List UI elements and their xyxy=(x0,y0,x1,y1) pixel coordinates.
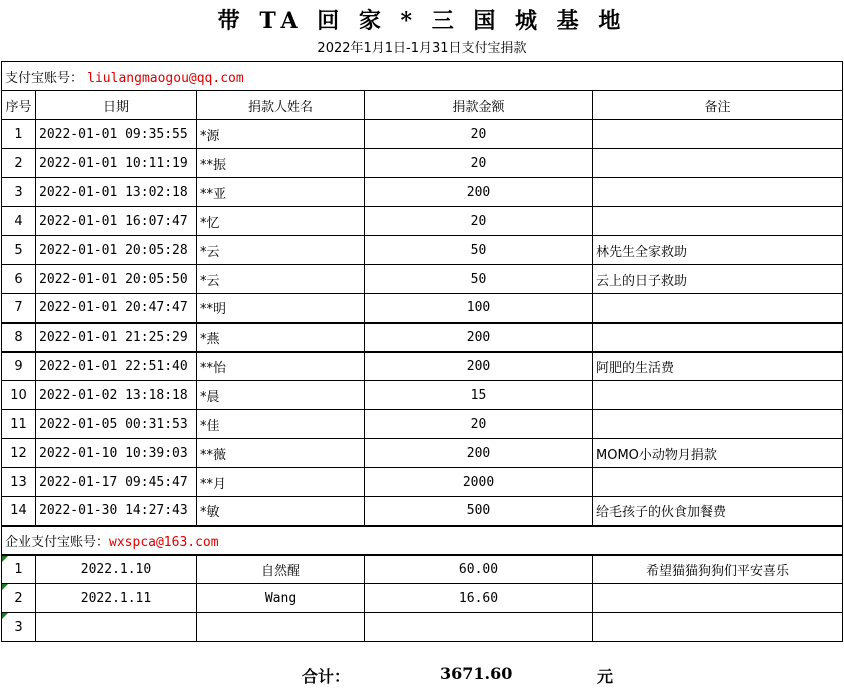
cell-amount xyxy=(365,410,593,439)
name-text: **怡 xyxy=(200,360,227,376)
cell-note xyxy=(593,497,843,526)
comment-marker-icon xyxy=(2,613,8,619)
cell-date xyxy=(36,120,197,149)
cell-name xyxy=(197,120,365,149)
cell-name xyxy=(197,178,365,207)
comment-marker-icon xyxy=(2,584,8,590)
table-row xyxy=(2,294,843,323)
cell-index xyxy=(2,497,36,526)
date-text: 2022.1.11 xyxy=(80,590,152,606)
name-text: *源 xyxy=(200,128,220,144)
amount-text: 60.00 xyxy=(458,561,499,577)
table-row xyxy=(2,381,843,410)
cell-amount xyxy=(365,352,593,381)
date-text: 2022-01-01 10:11:19 xyxy=(39,155,188,171)
amount-text: 200 xyxy=(466,445,491,461)
name-text: *晨 xyxy=(200,389,220,405)
amount-text: 20 xyxy=(470,416,487,432)
index-text: 13 xyxy=(10,474,27,490)
cell-name xyxy=(197,439,365,468)
amount-text: 200 xyxy=(466,329,491,345)
note-text: 给毛孩子的伙食加餐费 xyxy=(596,505,727,521)
cell-amount xyxy=(365,265,593,294)
table-row xyxy=(2,178,843,207)
index-text: 14 xyxy=(10,503,27,519)
cell-amount xyxy=(365,497,593,526)
note-text: 林先生全家救助 xyxy=(596,244,688,260)
table-row xyxy=(2,265,843,294)
index-text: 1 xyxy=(14,126,23,142)
cell-amount xyxy=(365,584,593,613)
index-text: 3 xyxy=(14,184,23,200)
account-value: liulangmaogou@qq.com xyxy=(87,70,244,86)
cell-date xyxy=(36,352,197,381)
cell-note xyxy=(593,120,843,149)
cell-index xyxy=(2,323,36,352)
cell-amount xyxy=(365,323,593,352)
index-text: 4 xyxy=(14,213,23,229)
total-label: 合计： xyxy=(302,667,351,686)
name-text: *敏 xyxy=(200,505,220,521)
table-row xyxy=(2,497,843,526)
date-text: 2022-01-01 09:35:55 xyxy=(39,126,188,142)
amount-text: 2000 xyxy=(462,474,495,490)
cell-amount xyxy=(365,207,593,236)
cell-date xyxy=(36,497,197,526)
date-text: 2022-01-01 20:05:50 xyxy=(39,271,188,287)
header-row xyxy=(2,91,843,120)
cell-date xyxy=(36,323,197,352)
cell-date xyxy=(36,178,197,207)
name-text: *燕 xyxy=(200,331,220,347)
index-text: 10 xyxy=(10,387,27,403)
cell-name xyxy=(197,294,365,323)
cell-index xyxy=(2,265,36,294)
name-text: 自然醒 xyxy=(260,563,300,579)
name-text: *云 xyxy=(200,273,220,289)
table-row xyxy=(2,207,843,236)
cell-index xyxy=(2,120,36,149)
amount-text: 20 xyxy=(470,126,487,142)
name-text: **月 xyxy=(200,476,227,492)
amount-text: 50 xyxy=(470,242,487,258)
table-row xyxy=(2,149,843,178)
index-text: 8 xyxy=(14,329,23,345)
cell-date xyxy=(36,265,197,294)
cell-date xyxy=(36,584,197,613)
name-text: **振 xyxy=(200,157,227,173)
cell-amount xyxy=(365,149,593,178)
cell-amount xyxy=(365,613,593,642)
cell-date xyxy=(36,555,197,584)
date-text: 2022-01-02 13:18:18 xyxy=(39,387,188,403)
name-text: *云 xyxy=(200,244,220,260)
cell-date xyxy=(36,149,197,178)
cell-amount xyxy=(365,555,593,584)
table-row xyxy=(2,584,843,613)
cell-note xyxy=(593,410,843,439)
page-subtitle: 2022年1月1日-1月31日支付宝捐款 xyxy=(317,41,527,56)
account-row xyxy=(2,62,843,91)
date-text: 2022-01-30 14:27:43 xyxy=(39,503,188,519)
index-text: 2 xyxy=(14,155,23,171)
cell-date xyxy=(36,236,197,265)
cell-note xyxy=(593,555,843,584)
cell-index xyxy=(2,439,36,468)
cell-amount xyxy=(365,439,593,468)
cell-index xyxy=(2,149,36,178)
table-row xyxy=(2,410,843,439)
amount-text: 500 xyxy=(466,503,491,519)
note-text: 阿肥的生活费 xyxy=(596,360,675,376)
col-header-index: 序号 xyxy=(2,91,36,120)
table-row xyxy=(2,236,843,265)
cell-index xyxy=(2,555,36,584)
cell-name xyxy=(197,613,365,642)
cell-name xyxy=(197,497,365,526)
donation-table xyxy=(1,61,843,642)
cell-amount xyxy=(365,294,593,323)
cell-amount xyxy=(365,236,593,265)
account-label: 企业支付宝账号： xyxy=(5,534,110,550)
cell-note xyxy=(593,149,843,178)
note-text: MOMO小动物月捐款 xyxy=(596,447,717,463)
cell-note xyxy=(593,468,843,497)
cell-name xyxy=(197,149,365,178)
cell-index xyxy=(2,584,36,613)
cell-date xyxy=(36,381,197,410)
cell-index xyxy=(2,352,36,381)
cell-note xyxy=(593,613,843,642)
cell-name xyxy=(197,265,365,294)
table-row xyxy=(2,468,843,497)
account-label: 支付宝账号： xyxy=(5,70,84,86)
index-text: 5 xyxy=(14,242,23,258)
cell-note xyxy=(593,207,843,236)
index-text: 3 xyxy=(14,619,23,635)
cell-note xyxy=(593,236,843,265)
table-row xyxy=(2,323,843,352)
index-text: 12 xyxy=(10,445,27,461)
total-unit: 元 xyxy=(597,667,614,686)
cell-note xyxy=(593,352,843,381)
name-text: *忆 xyxy=(200,215,220,231)
date-text: 2022-01-01 16:07:47 xyxy=(39,213,188,229)
page-title: 带 TA 回 家 * 三 国 城 基 地 xyxy=(217,8,627,34)
date-text: 2022-01-17 09:45:47 xyxy=(39,474,188,490)
name-text: *佳 xyxy=(200,418,220,434)
account-cell xyxy=(2,526,843,555)
col-header-amount: 捐款金额 xyxy=(365,91,593,120)
account-cell xyxy=(2,62,843,91)
date-text: 2022-01-05 00:31:53 xyxy=(39,416,188,432)
cell-note xyxy=(593,265,843,294)
amount-text: 20 xyxy=(470,213,487,229)
name-text: **亚 xyxy=(200,186,227,202)
table-row xyxy=(2,352,843,381)
date-text: 2022-01-01 22:51:40 xyxy=(39,358,188,374)
amount-text: 200 xyxy=(466,184,491,200)
cell-name xyxy=(197,468,365,497)
index-text: 11 xyxy=(10,416,27,432)
col-header-note: 备注 xyxy=(593,91,843,120)
date-text: 2022-01-01 20:47:47 xyxy=(39,300,188,316)
cell-note xyxy=(593,323,843,352)
date-text: 2022.1.10 xyxy=(80,561,152,577)
table-row xyxy=(2,439,843,468)
index-text: 9 xyxy=(14,358,23,374)
cell-index xyxy=(2,613,36,642)
cell-note xyxy=(593,584,843,613)
index-text: 2 xyxy=(14,590,23,606)
date-text: 2022-01-01 13:02:18 xyxy=(39,184,188,200)
cell-name xyxy=(197,584,365,613)
cell-name xyxy=(197,323,365,352)
col-header-date: 日期 xyxy=(36,91,197,120)
account-row-enterprise xyxy=(2,526,843,555)
cell-name xyxy=(197,236,365,265)
note-text: 希望猫猫狗狗们平安喜乐 xyxy=(645,563,789,579)
cell-date xyxy=(36,207,197,236)
cell-amount xyxy=(365,120,593,149)
cell-name xyxy=(197,207,365,236)
cell-note xyxy=(593,178,843,207)
name-text: **薇 xyxy=(200,447,227,463)
cell-amount xyxy=(365,468,593,497)
note-text: 云上的日子救助 xyxy=(596,273,688,289)
comment-marker-icon xyxy=(2,556,8,562)
cell-name xyxy=(197,555,365,584)
cell-name xyxy=(197,381,365,410)
cell-date xyxy=(36,294,197,323)
cell-date xyxy=(36,468,197,497)
cell-name xyxy=(197,352,365,381)
cell-index xyxy=(2,468,36,497)
amount-text: 20 xyxy=(470,155,487,171)
cell-date xyxy=(36,410,197,439)
cell-note xyxy=(593,439,843,468)
cell-name xyxy=(197,410,365,439)
cell-date xyxy=(36,439,197,468)
index-text: 7 xyxy=(14,300,23,316)
table-row xyxy=(2,120,843,149)
cell-index xyxy=(2,381,36,410)
amount-text: 50 xyxy=(470,271,487,287)
account-value: wxspca@163.com xyxy=(109,534,219,550)
cell-amount xyxy=(365,178,593,207)
name-text: Wang xyxy=(264,590,297,606)
amount-text: 15 xyxy=(470,387,487,403)
cell-note xyxy=(593,294,843,323)
cell-index xyxy=(2,207,36,236)
col-header-name: 捐款人姓名 xyxy=(197,91,365,120)
amount-text: 16.60 xyxy=(458,590,499,606)
table-row xyxy=(2,613,843,642)
cell-date xyxy=(36,613,197,642)
amount-text: 200 xyxy=(466,358,491,374)
total-value: 3671.60 xyxy=(440,664,513,683)
index-text: 6 xyxy=(14,271,23,287)
cell-note xyxy=(593,381,843,410)
cell-amount xyxy=(365,381,593,410)
date-text: 2022-01-01 20:05:28 xyxy=(39,242,188,258)
table-row xyxy=(2,555,843,584)
date-text: 2022-01-01 21:25:29 xyxy=(39,329,188,345)
cell-index xyxy=(2,294,36,323)
name-text: **明 xyxy=(200,302,227,318)
index-text: 1 xyxy=(14,561,23,577)
date-text: 2022-01-10 10:39:03 xyxy=(39,445,188,461)
cell-index xyxy=(2,178,36,207)
cell-index xyxy=(2,410,36,439)
amount-text: 100 xyxy=(466,300,491,316)
cell-index xyxy=(2,236,36,265)
